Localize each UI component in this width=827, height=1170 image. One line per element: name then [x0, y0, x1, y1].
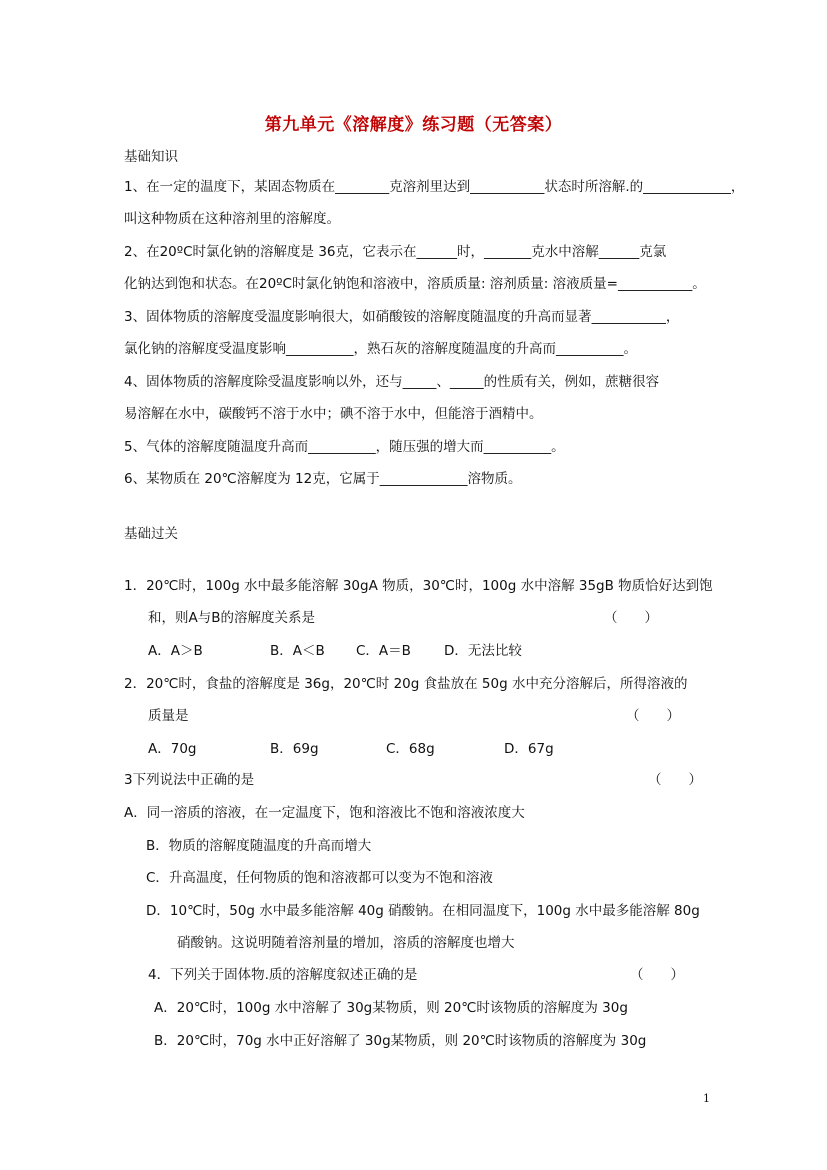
option-a: A．20℃时，100g 水中溶解了 30g某物质，则 20℃时该物质的溶解度为 30g [154, 1000, 628, 1016]
page-title: 第九单元《溶解度》练习题（无答案） [264, 115, 563, 135]
option-b: B．物质的溶解度随温度的升高而增大 [146, 838, 372, 854]
option-b: B．A＜B [270, 643, 325, 659]
text-line: 氯化钠的溶解度受温度影响__________，熟石灰的溶解度随温度的升高而__________。 [124, 341, 637, 357]
option-d-cont: 硝酸钠。这说明随着溶剂量的增加，溶质的溶解度也增大 [177, 935, 515, 951]
text-line: 5、气体的溶解度随温度升高而__________，随压强的增大而__________。 [124, 439, 565, 455]
option-d: D．无法比较 [444, 643, 522, 659]
answer-blank: （ ） [630, 967, 684, 983]
option-c: C．升高温度，任何物质的饱和溶液都可以变为不饱和溶液 [146, 870, 493, 886]
answer-blank: （ ） [648, 772, 702, 788]
question-2-stem: 2．20℃时，食盐的溶解度是 36g，20℃时 20g 食盐放在 50g 水中充分溶解后，所得溶液的 [124, 676, 688, 692]
option-d: D．67g [504, 741, 554, 757]
text-line: 叫这种物质在这种溶剂里的溶解度。 [124, 211, 340, 227]
option-c: C．68g [386, 741, 435, 757]
text-line: 2、在20ºC时氯化钠的溶解度是 36克，它表示在______时，_______克水中溶解______克氯 [124, 244, 667, 260]
option-a: A．A＞B [148, 643, 203, 659]
question-1-stem: 1．20℃时，100g 水中最多能溶解 30gA 物质，30℃时，100g 水中溶解 35gB 物质恰好达到饱 [124, 578, 713, 594]
answer-blank: （ ） [626, 708, 680, 724]
answer-blank: （ ） [604, 610, 658, 626]
text-line: 化钠达到饱和状态。在20ºC时氯化钠饱和溶液中，溶质质量: 溶剂质量: 溶液质量=___________。 [124, 276, 706, 292]
option-d: D．10℃时，50g 水中最多能溶解 40g 硝酸钠。在相同温度下，100g 水中最多能溶解 80g [146, 903, 700, 919]
option-b: B．20℃时，70g 水中正好溶解了 30g某物质，则 20℃时该物质的溶解度为 30g [154, 1033, 647, 1049]
text-line: 4、固体物质的溶解度除受温度影响以外，还与_____、_____的性质有关，例如，蔗糖很容 [124, 374, 660, 390]
text-line: 3、固体物质的溶解度受温度影响很大，如硝酸铵的溶解度随温度的升高而显著___________， [124, 309, 680, 325]
option-a: A．70g [148, 741, 197, 757]
page-number: 1 [703, 1092, 710, 1105]
question-2-stem-cont: 质量是 [148, 708, 189, 724]
section-heading-basic-knowledge: 基础知识 [124, 149, 178, 165]
option-b: B．69g [270, 741, 319, 757]
option-c: C．A＝B [356, 643, 411, 659]
section-heading-basic-review: 基础过关 [124, 526, 178, 542]
text-line: 易溶解在水中，碳酸钙不溶于水中；碘不溶于水中，但能溶于酒精中。 [124, 406, 543, 422]
option-a: A．同一溶质的溶液，在一定温度下，饱和溶液比不饱和溶液浓度大 [124, 805, 525, 821]
question-3-stem: 3下列说法中正确的是 [124, 772, 255, 788]
question-1-stem-cont: 和，则A与B的溶解度关系是 [148, 610, 315, 626]
text-line: 1、在一定的温度下，某固态物质在________克溶剂里达到___________状态时所溶解.的_____________， [124, 179, 745, 195]
question-4-stem: 4．下列关于固体物.质的溶解度叙述正确的是 [148, 967, 418, 983]
text-line: 6、某物质在 20℃溶解度为 12克，它属于_____________溶物质。 [124, 471, 522, 487]
